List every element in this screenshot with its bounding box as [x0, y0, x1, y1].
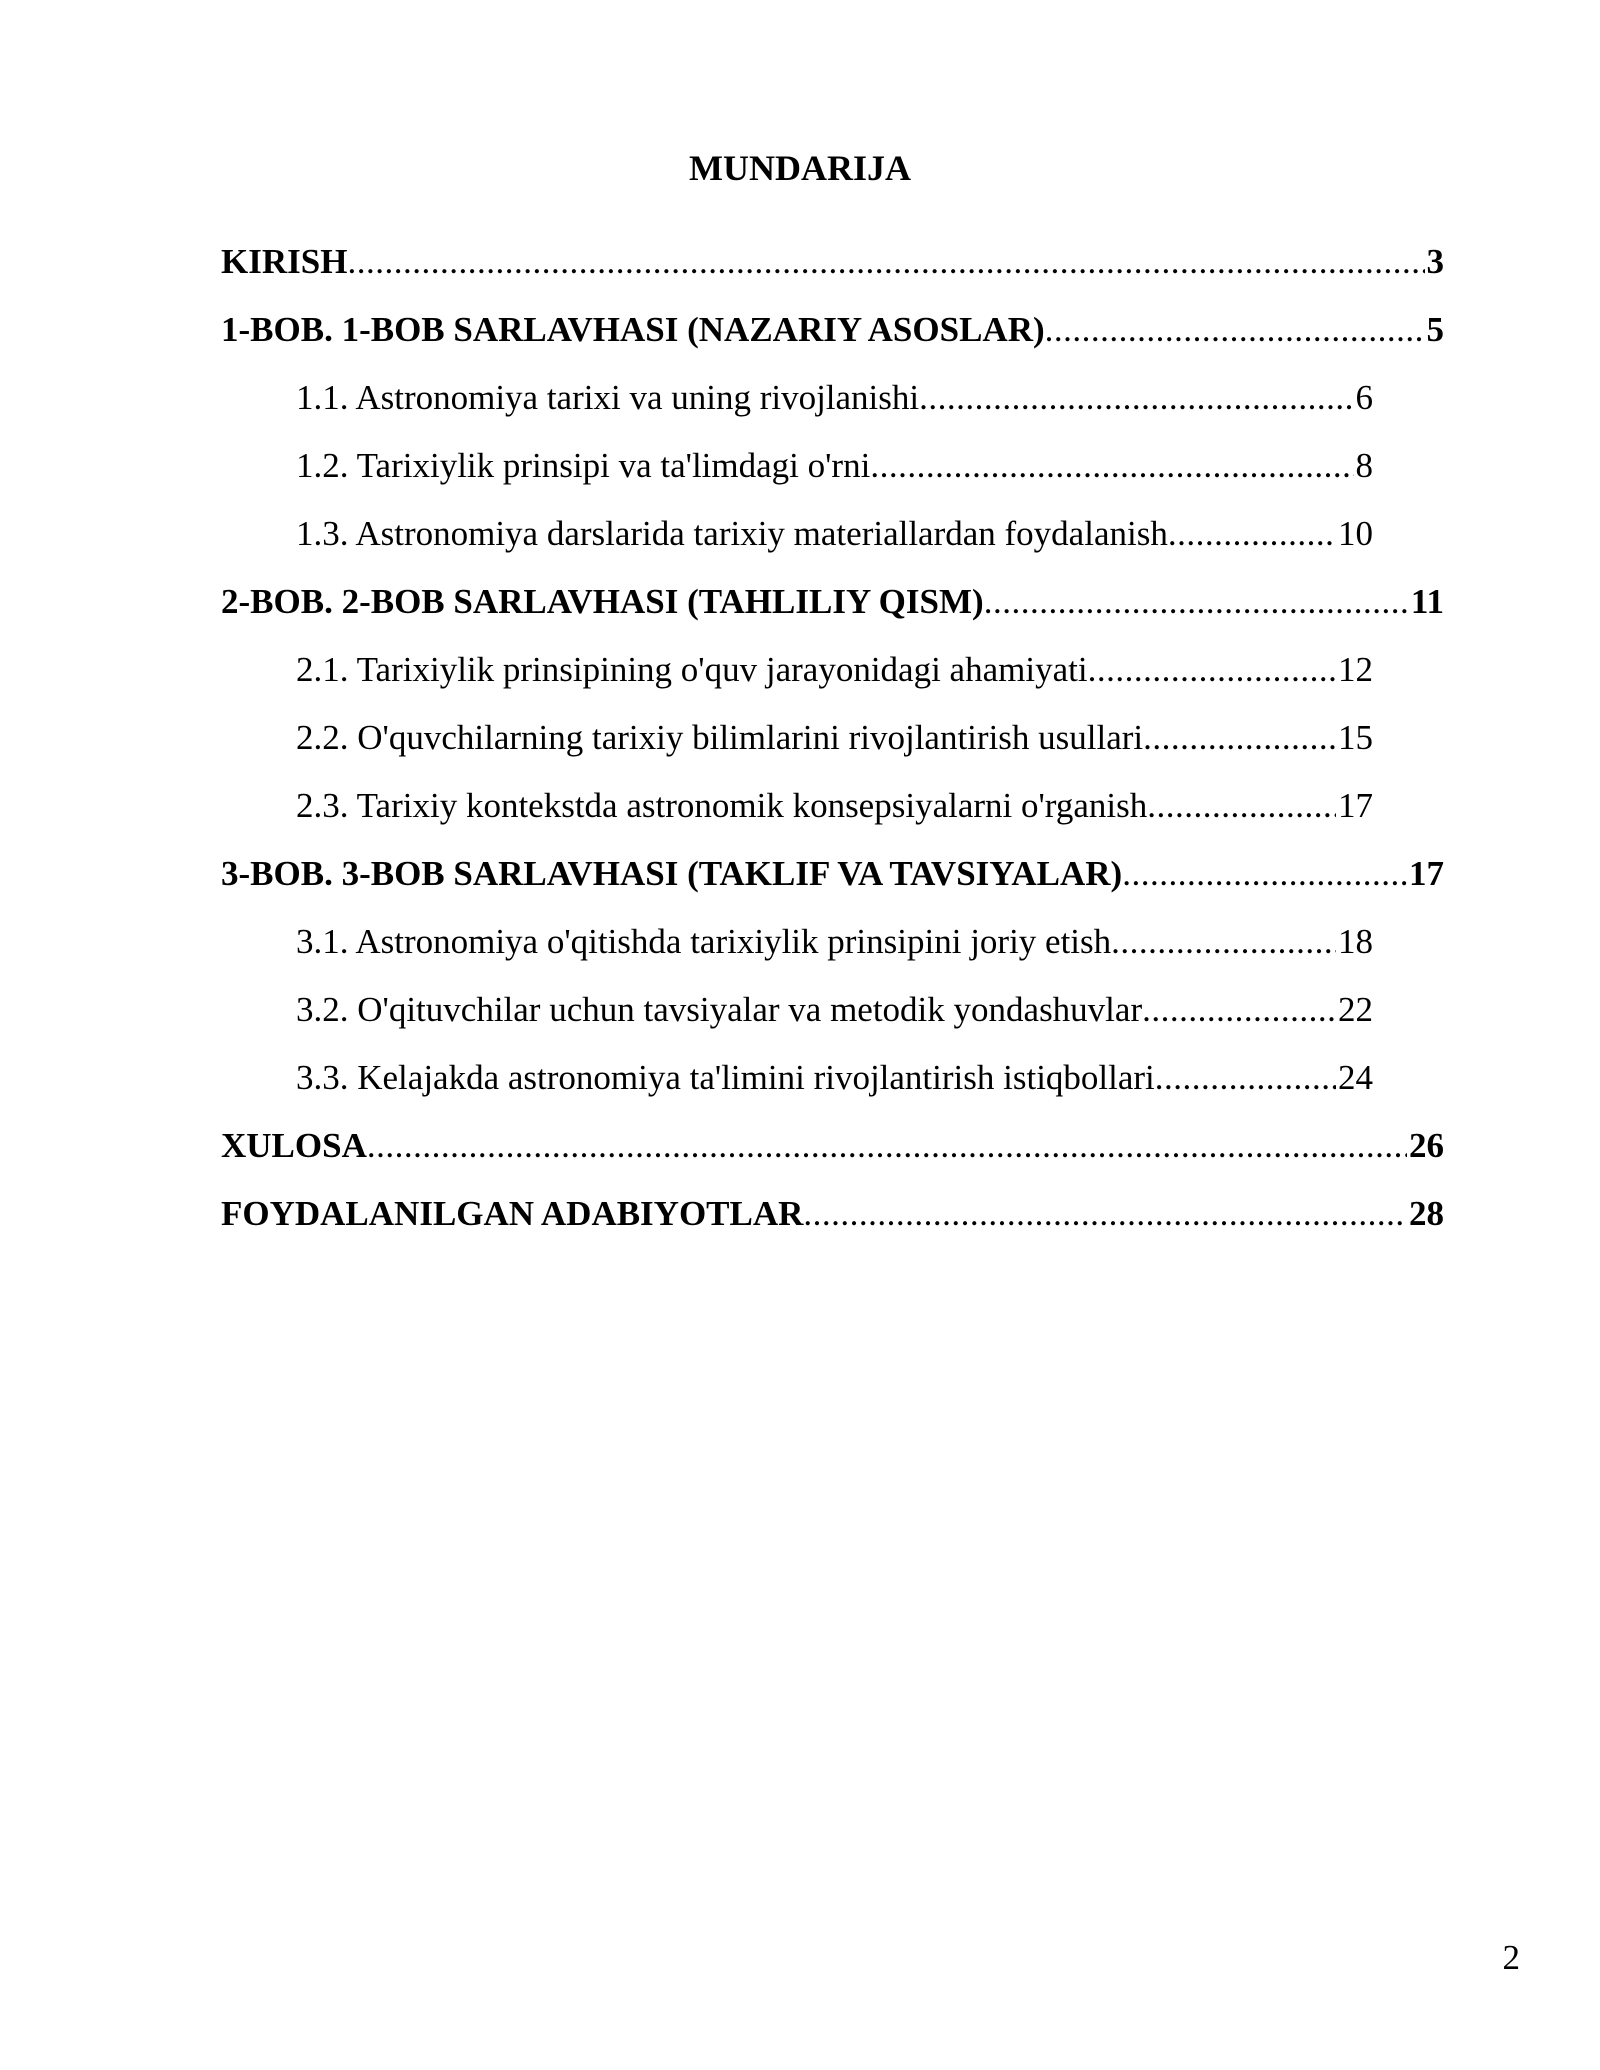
dot-leader	[367, 1124, 1407, 1168]
toc-entry-chapter-2[interactable]	[221, 580, 1444, 624]
toc-entry-adabiyotlar[interactable]	[221, 1192, 1444, 1236]
dot-leader	[984, 580, 1409, 624]
dot-leader	[1122, 852, 1407, 896]
toc-entry-page: 24	[1338, 1058, 1373, 1097]
toc-entry-page: 6	[1355, 378, 1373, 417]
toc-entry-chapter-3[interactable]	[221, 852, 1444, 896]
dot-leader	[1168, 512, 1336, 556]
dot-leader	[803, 1192, 1407, 1236]
toc-entry-page: 17	[1409, 854, 1444, 893]
toc-entry-text: 3.2. O'qituvchilar uchun tavsiyalar va metodik yondashuvlar	[296, 990, 1143, 1029]
toc-entry-text: 2.1. Tarixiylik prinsipining o'quv jarayonidagi ahamiyati	[296, 650, 1088, 689]
toc-entry-page: 17	[1338, 786, 1373, 825]
toc-entry-text: 2.2. O'quvchilarning tarixiy bilimlarini rivojlantirish usullari	[296, 718, 1144, 757]
toc-entry-text: 3.3. Kelajakda astronomiya ta'limini rivojlantirish istiqbollari	[296, 1058, 1155, 1097]
toc-entry-text: 2.3. Tarixiy kontekstda astronomik konsepsiyalarni o'rganish	[296, 786, 1148, 825]
dot-leader	[870, 444, 1353, 488]
toc-entry-page: 12	[1338, 650, 1373, 689]
toc-entry-page: 3	[1426, 242, 1444, 281]
toc-entry-page: 28	[1409, 1194, 1444, 1233]
toc-entry-page: 22	[1338, 990, 1373, 1029]
page-number: 2	[1502, 1938, 1520, 1977]
toc-entry-section-3-3[interactable]	[296, 1056, 1373, 1100]
toc-entry-text: FOYDALANILGAN ADABIYOTLAR	[221, 1194, 804, 1233]
toc-entry-kirish[interactable]	[221, 240, 1444, 284]
toc-entry-page: 11	[1410, 582, 1444, 621]
dot-leader	[347, 240, 1424, 284]
toc-entry-page: 8	[1355, 446, 1373, 485]
dot-leader	[1088, 648, 1336, 692]
dot-leader	[1155, 1056, 1336, 1100]
toc-entry-section-3-1[interactable]	[296, 920, 1373, 964]
dot-leader	[1143, 716, 1336, 760]
toc-entry-page: 10	[1338, 514, 1373, 553]
toc-entry-text: 1.2. Tarixiylik prinsipi va ta'limdagi o'rni	[296, 446, 871, 485]
toc-title: MUNDARIJA	[689, 148, 911, 188]
toc-entry-text: 1.1. Astronomiya tarixi va uning rivojlanishi	[296, 378, 920, 417]
toc-entry-section-2-2[interactable]	[296, 716, 1373, 760]
dot-leader	[1045, 308, 1425, 352]
toc-entry-text: 3.1. Astronomiya o'qitishda tarixiylik prinsipini joriy etish	[296, 922, 1112, 961]
dot-leader	[1147, 784, 1336, 828]
toc-entry-page: 15	[1338, 718, 1373, 757]
toc-entry-section-1-1[interactable]	[296, 376, 1373, 420]
toc-entry-text: 1-BOB. 1-BOB SARLAVHASI (NAZARIY ASOSLAR)	[221, 310, 1045, 349]
toc-entry-text: KIRISH	[221, 242, 348, 281]
toc-entry-page: 18	[1338, 922, 1373, 961]
toc-entry-page: 26	[1409, 1126, 1444, 1165]
dot-leader	[919, 376, 1353, 420]
toc-entry-section-1-3[interactable]	[296, 512, 1373, 556]
toc-entry-section-3-2[interactable]	[296, 988, 1373, 1032]
toc-entry-section-1-2[interactable]	[296, 444, 1373, 488]
toc-entry-section-2-1[interactable]	[296, 648, 1373, 692]
toc-entry-text: 2-BOB. 2-BOB SARLAVHASI (TAHLILIY QISM)	[221, 582, 984, 621]
toc-entry-xulosa[interactable]	[221, 1124, 1444, 1168]
toc-entry-text: 1.3. Astronomiya darslarida tarixiy materiallardan foydalanish	[296, 514, 1168, 553]
dot-leader	[1142, 988, 1336, 1032]
toc-entry-text: XULOSA	[221, 1126, 367, 1165]
dot-leader	[1111, 920, 1336, 964]
toc-entry-page: 5	[1426, 310, 1444, 349]
toc-entry-chapter-1[interactable]	[221, 308, 1444, 352]
toc-entry-section-2-3[interactable]	[296, 784, 1373, 828]
toc-entry-text: 3-BOB. 3-BOB SARLAVHASI (TAKLIF VA TAVSIYALAR)	[221, 854, 1123, 893]
